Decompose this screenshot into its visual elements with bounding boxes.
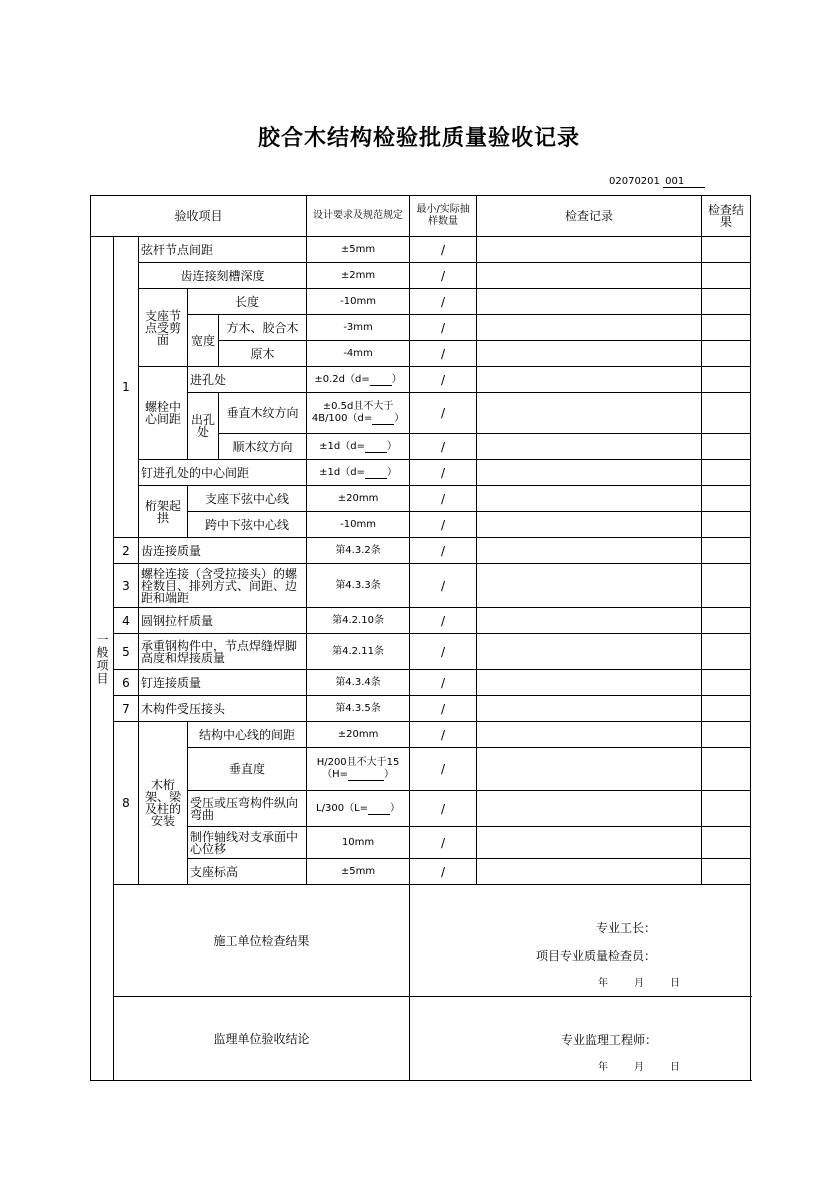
design-value: ±1d（d= ） bbox=[307, 460, 410, 486]
header-record: 检查记录 bbox=[477, 196, 702, 237]
result-cell[interactable] bbox=[702, 512, 751, 538]
design-value: ±1d（d= ） bbox=[307, 434, 410, 460]
item-number: 5 bbox=[114, 634, 139, 670]
result-cell[interactable] bbox=[702, 289, 751, 315]
design-value: 第4.3.2条 bbox=[307, 538, 410, 564]
item-label: 结构中心线的间距 bbox=[188, 722, 307, 748]
sample-count: / bbox=[410, 434, 477, 460]
sample-count: / bbox=[410, 722, 477, 748]
header-sample: 最小/实际抽样数量 bbox=[410, 196, 477, 237]
sample-count: / bbox=[410, 341, 477, 367]
result-cell[interactable] bbox=[702, 315, 751, 341]
sample-count: / bbox=[410, 393, 477, 434]
record-cell[interactable] bbox=[477, 748, 702, 791]
record-cell[interactable] bbox=[477, 634, 702, 670]
supervisor-label: 监理单位验收结论 bbox=[114, 997, 410, 1081]
item-number: 6 bbox=[114, 670, 139, 696]
item-label: 制作轴线对支承面中心位移 bbox=[188, 827, 307, 859]
sample-count: / bbox=[410, 791, 477, 827]
item-sublabel: 宽度 bbox=[188, 315, 219, 367]
result-cell[interactable] bbox=[702, 859, 751, 885]
item-label: 木构件受压接头 bbox=[139, 696, 307, 722]
group-label: 一般项目 bbox=[91, 237, 114, 1081]
record-cell[interactable] bbox=[477, 859, 702, 885]
result-cell[interactable] bbox=[702, 486, 751, 512]
sample-count: / bbox=[410, 289, 477, 315]
sample-count: / bbox=[410, 564, 477, 608]
sample-count: / bbox=[410, 263, 477, 289]
item-label: 顺木纹方向 bbox=[219, 434, 307, 460]
item-label: 进孔处 bbox=[188, 367, 307, 393]
item-label: 垂直木纹方向 bbox=[219, 393, 307, 434]
design-value: H/200且不大于15 （H= ） bbox=[307, 748, 410, 791]
record-cell[interactable] bbox=[477, 670, 702, 696]
item-label: 弦杆节点间距 bbox=[139, 237, 307, 263]
design-value: 第4.3.5条 bbox=[307, 696, 410, 722]
item-label: 支座标高 bbox=[188, 859, 307, 885]
sample-count: / bbox=[410, 608, 477, 634]
item-number: 4 bbox=[114, 608, 139, 634]
design-value: ±5mm bbox=[307, 859, 410, 885]
item-label: 齿连接质量 bbox=[139, 538, 307, 564]
result-cell[interactable] bbox=[702, 696, 751, 722]
design-value: ±0.5d且不大于 4B/100（d= ） bbox=[307, 393, 410, 434]
record-cell[interactable] bbox=[477, 315, 702, 341]
engineer-label: 专业监理工程师： bbox=[561, 1033, 658, 1047]
design-value: -10mm bbox=[307, 512, 410, 538]
design-value: 第4.3.4条 bbox=[307, 670, 410, 696]
result-cell[interactable] bbox=[702, 608, 751, 634]
foreman-label: 专业工长： bbox=[596, 921, 657, 935]
sample-count: / bbox=[410, 696, 477, 722]
record-cell[interactable] bbox=[477, 367, 702, 393]
item-label: 螺栓连接（含受拉接头）的螺栓数目、排列方式、间距、边距和端距 bbox=[139, 564, 307, 608]
result-cell[interactable] bbox=[702, 564, 751, 608]
result-cell[interactable] bbox=[702, 748, 751, 791]
sample-count: / bbox=[410, 367, 477, 393]
header-item: 验收项目 bbox=[91, 196, 307, 237]
record-cell[interactable] bbox=[477, 393, 702, 434]
sample-count: / bbox=[410, 460, 477, 486]
item-label: 跨中下弦中心线 bbox=[188, 512, 307, 538]
item-number: 8 bbox=[114, 722, 139, 885]
record-cell[interactable] bbox=[477, 608, 702, 634]
form-serial: 001 bbox=[663, 176, 705, 188]
design-value: ±20mm bbox=[307, 486, 410, 512]
page-title: 胶合木结构检验批质量验收记录 bbox=[257, 125, 580, 151]
result-cell[interactable] bbox=[702, 434, 751, 460]
item-number: 7 bbox=[114, 696, 139, 722]
sample-count: / bbox=[410, 512, 477, 538]
item-label: 齿连接刻槽深度 bbox=[139, 263, 307, 289]
record-cell[interactable] bbox=[477, 827, 702, 859]
record-cell[interactable] bbox=[477, 237, 702, 263]
item-label: 长度 bbox=[188, 289, 307, 315]
supervisor-date: 年 月 日 bbox=[598, 1062, 680, 1073]
contractor-date: 年 月 日 bbox=[598, 978, 680, 989]
design-value: 第4.2.10条 bbox=[307, 608, 410, 634]
record-cell[interactable] bbox=[477, 460, 702, 486]
contractor-label: 施工单位检查结果 bbox=[114, 885, 410, 997]
record-cell[interactable] bbox=[477, 512, 702, 538]
design-value: 第4.3.3条 bbox=[307, 564, 410, 608]
design-value: 10mm bbox=[307, 827, 410, 859]
result-cell[interactable] bbox=[702, 827, 751, 859]
result-cell[interactable] bbox=[702, 460, 751, 486]
sample-count: / bbox=[410, 748, 477, 791]
record-cell[interactable] bbox=[477, 722, 702, 748]
result-cell[interactable] bbox=[702, 670, 751, 696]
record-cell[interactable] bbox=[477, 434, 702, 460]
design-value: -3mm bbox=[307, 315, 410, 341]
design-value: -4mm bbox=[307, 341, 410, 367]
item-label: 钉进孔处的中心间距 bbox=[139, 460, 307, 486]
design-value: 第4.2.11条 bbox=[307, 634, 410, 670]
design-value: ±0.2d（d= ） bbox=[307, 367, 410, 393]
item-group-label: 螺栓中心间距 bbox=[139, 367, 188, 460]
record-cell[interactable] bbox=[477, 341, 702, 367]
sample-count: / bbox=[410, 538, 477, 564]
result-cell[interactable] bbox=[702, 634, 751, 670]
item-label: 支座下弦中心线 bbox=[188, 486, 307, 512]
item-number: 2 bbox=[114, 538, 139, 564]
design-value: -10mm bbox=[307, 289, 410, 315]
item-number: 1 bbox=[114, 237, 139, 538]
item-label: 圆钢拉杆质量 bbox=[139, 608, 307, 634]
item-group-label: 支座节点受剪面 bbox=[139, 289, 188, 367]
item-label: 原木 bbox=[219, 341, 307, 367]
record-cell[interactable] bbox=[477, 564, 702, 608]
item-label: 钉连接质量 bbox=[139, 670, 307, 696]
header-result: 检查结果 bbox=[702, 196, 751, 237]
design-value: ±2mm bbox=[307, 263, 410, 289]
record-cell[interactable] bbox=[477, 289, 702, 315]
item-group-label: 桁架起拱 bbox=[139, 486, 188, 538]
item-sublabel: 出孔处 bbox=[188, 393, 219, 460]
result-cell[interactable] bbox=[702, 791, 751, 827]
result-cell[interactable] bbox=[702, 367, 751, 393]
design-value: ±20mm bbox=[307, 722, 410, 748]
sample-count: / bbox=[410, 486, 477, 512]
item-number: 3 bbox=[114, 564, 139, 608]
record-cell[interactable] bbox=[477, 263, 702, 289]
header-design: 设计要求及规范规定 bbox=[307, 196, 410, 237]
result-cell[interactable] bbox=[702, 237, 751, 263]
item-label: 方木、胶合木 bbox=[219, 315, 307, 341]
sample-count: / bbox=[410, 237, 477, 263]
item-label: 受压或压弯构件纵向弯曲 bbox=[188, 791, 307, 827]
result-cell[interactable] bbox=[702, 393, 751, 434]
record-cell[interactable] bbox=[477, 486, 702, 512]
design-value: L/300（L= ） bbox=[307, 791, 410, 827]
item-label: 垂直度 bbox=[188, 748, 307, 791]
record-cell[interactable] bbox=[477, 696, 702, 722]
design-value: ±5mm bbox=[307, 237, 410, 263]
sample-count: / bbox=[410, 670, 477, 696]
result-cell[interactable] bbox=[702, 263, 751, 289]
sample-count: / bbox=[410, 859, 477, 885]
record-cell[interactable] bbox=[477, 791, 702, 827]
result-cell[interactable] bbox=[702, 538, 751, 564]
form-code: 02070201 001 bbox=[609, 176, 705, 188]
record-cell[interactable] bbox=[477, 538, 702, 564]
item-label: 承重钢构件中，节点焊缝焊脚高度和焊接质量 bbox=[139, 634, 307, 670]
inspector-label: 项目专业质量检查员： bbox=[536, 949, 657, 963]
item-group-label: 木桁架、梁及柱的安装 bbox=[139, 722, 188, 885]
sample-count: / bbox=[410, 634, 477, 670]
result-cell[interactable] bbox=[702, 341, 751, 367]
result-cell[interactable] bbox=[702, 722, 751, 748]
sample-count: / bbox=[410, 827, 477, 859]
sample-count: / bbox=[410, 315, 477, 341]
